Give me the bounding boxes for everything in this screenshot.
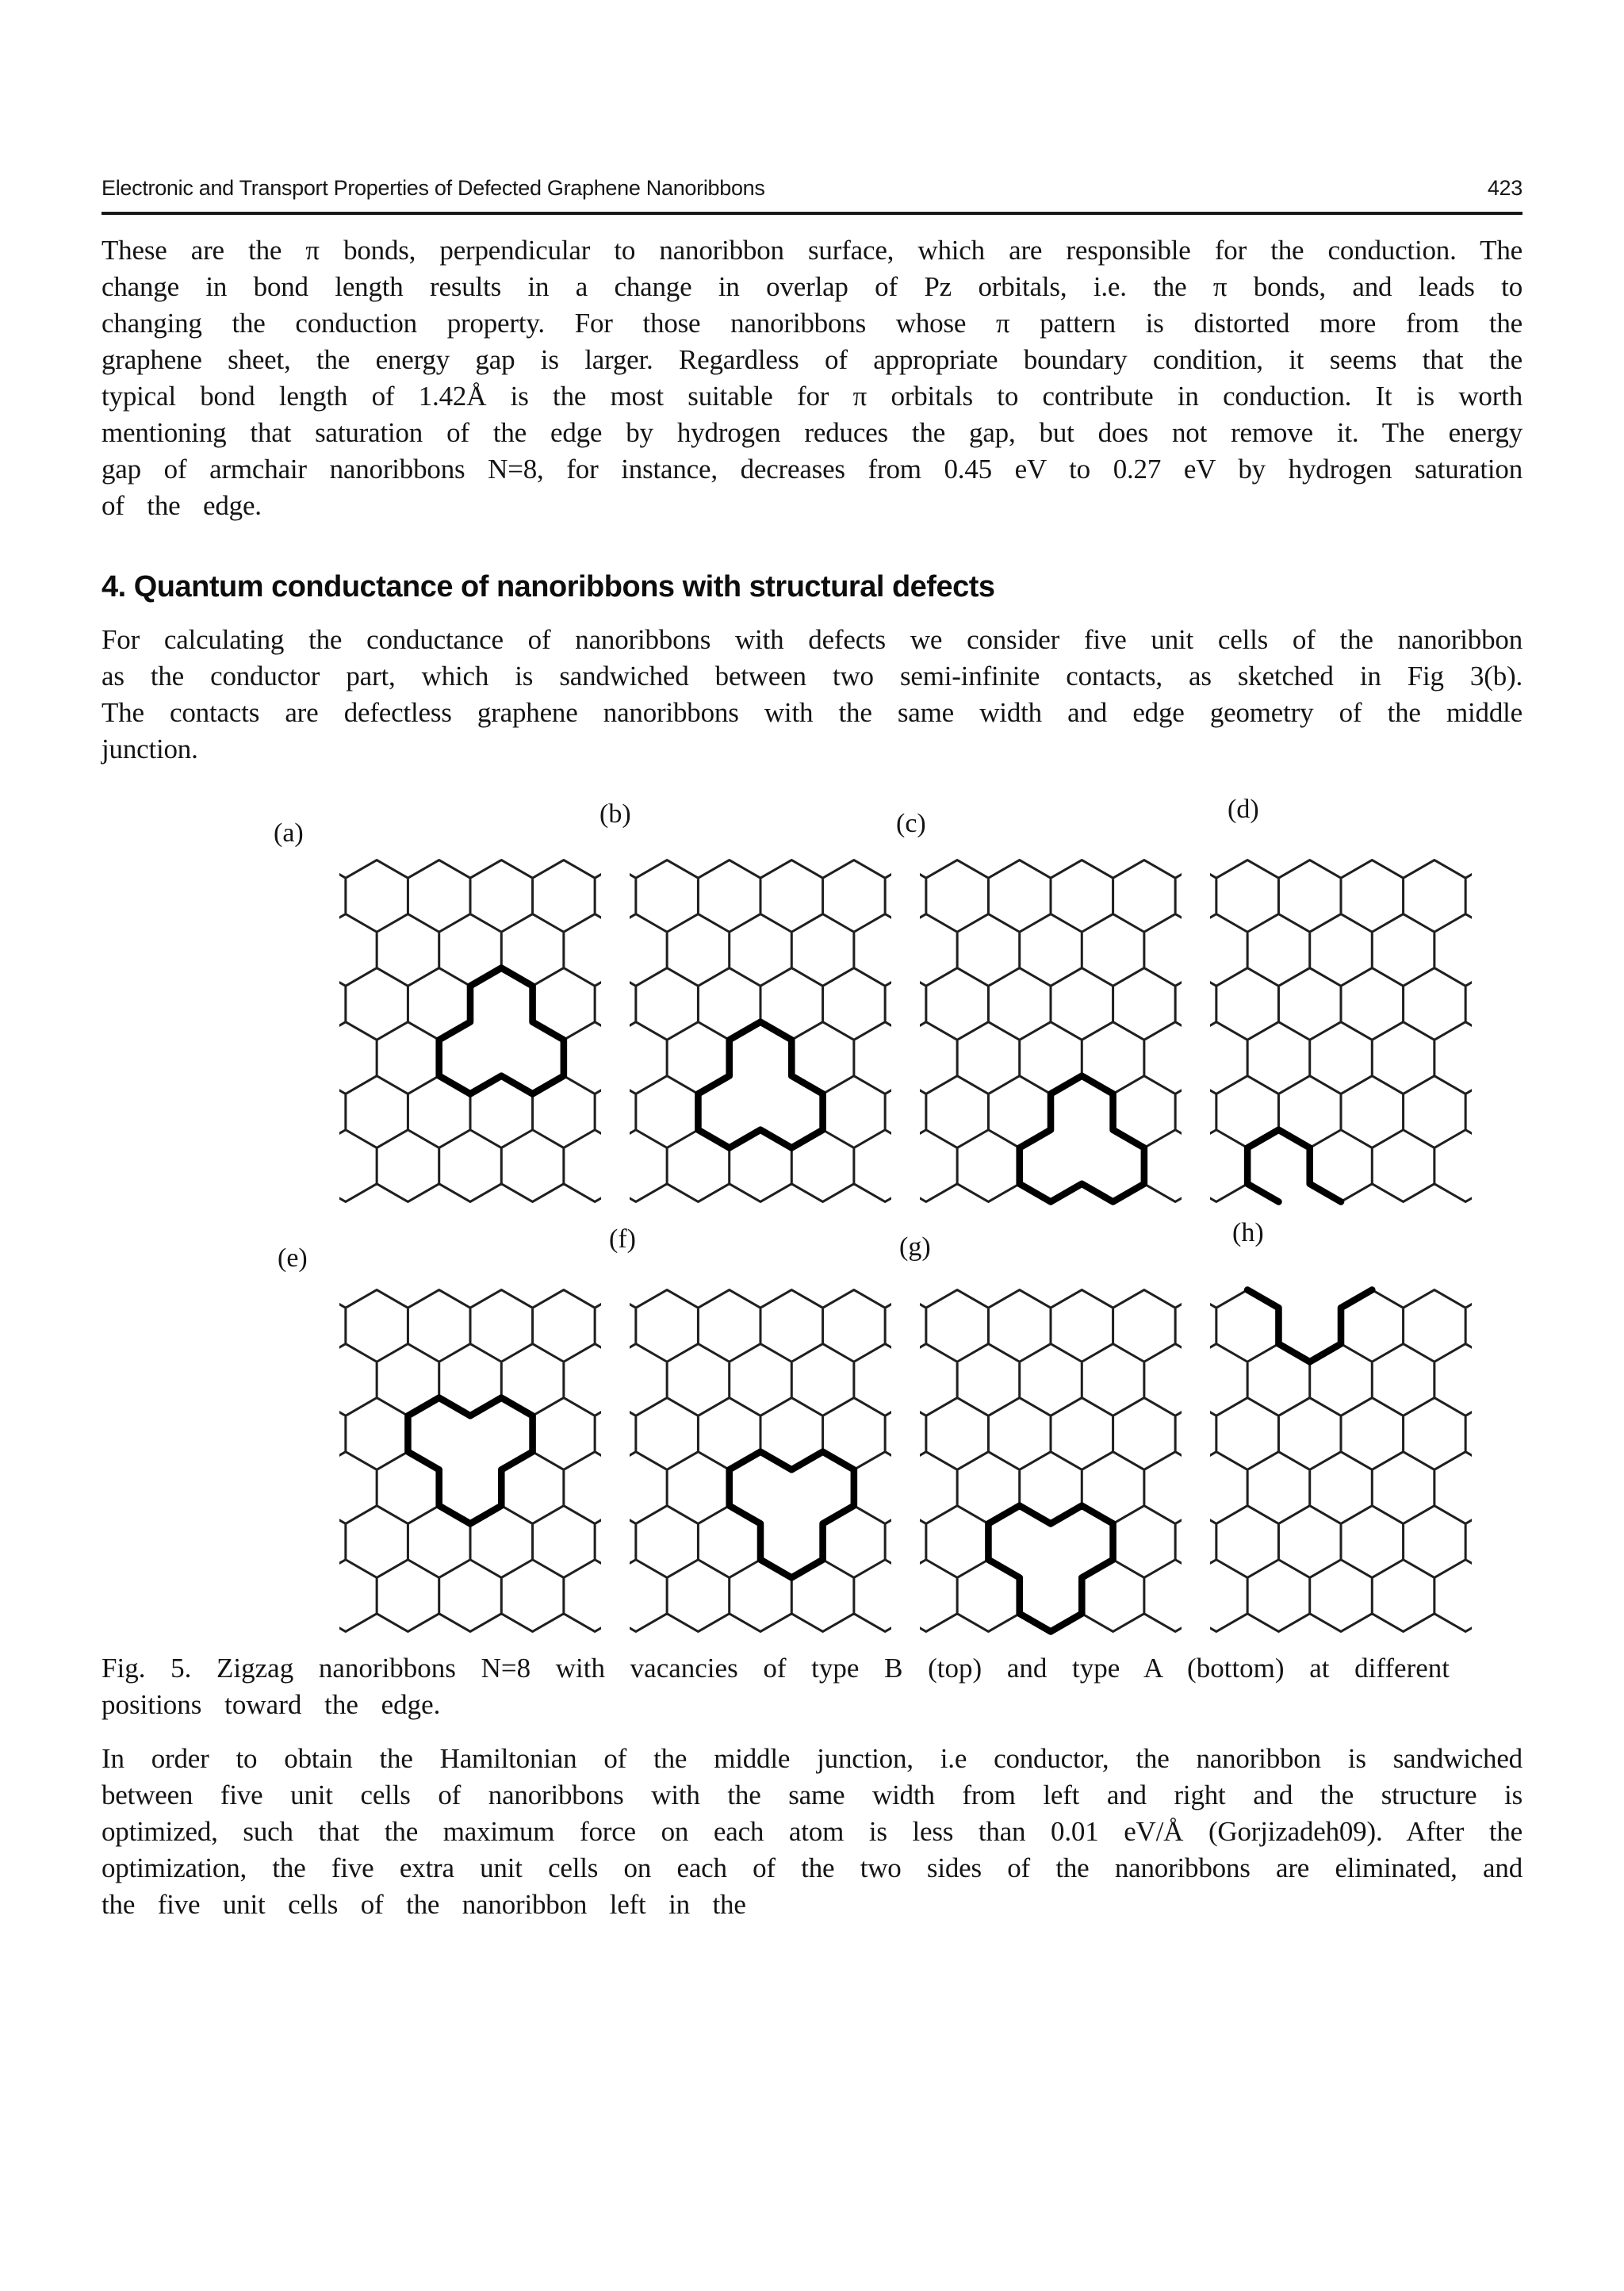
panel-label: (h) xyxy=(1232,1218,1264,1247)
running-header xyxy=(102,176,1522,215)
nanoribbon-lattice xyxy=(339,856,601,1206)
paragraph-3: In order to obtain the Hamiltonian of the middle junction, i.e conductor, the nanoribbon is sandwiched between five unit cells of nanoribbons with the same width from left and right and the structure is optimized, such that the maximum force on each atom is less than 0.01 eV/Å (Gorjizadeh09). After the optimization, the five extra unit cells on each of the two sides of the nanoribbons are eliminated, and the five unit cells of the nanoribbon left in the xyxy=(102,1743,1522,1920)
figure-panel-a xyxy=(274,788,601,1206)
vacancy-outline xyxy=(408,1398,532,1524)
nanoribbon-lattice xyxy=(1210,1285,1472,1636)
vacancy-outline xyxy=(1278,1130,1341,1202)
paragraph-2: For calculating the conductance of nanoribbons with defects we consider five unit cells of the nanoribbon as the conductor part, which is sandwiched between two semi-infinite contacts, as sketched in Fig 3(b). The contacts are defectless graphene nanoribbons with the same width and edge geometry of the middle junction. xyxy=(102,624,1522,764)
page-number: 423 xyxy=(1487,176,1522,200)
paragraph-1: These are the π bonds, perpendicular to nanoribbon surface, which are responsible for the conduction. The change in bond length results in a change in overlap of Pz orbitals, i.e. the π bonds, and leads to changing the conduction property. For those nanoribbons whose π pattern is distorted more from the graphene sheet, the energy gap is larger. Regardless of appropriate boundary condition, it seems that the typical bond length of 1.42Å is the most suitable for π orbitals to contribute in conduction. It is worth mentioning that saturation of the edge by hydrogen reduces the gap, but does not remove it. The energy gap of armchair nanoribbons N=8, for instance, decreases from 0.45 eV to 0.27 eV by hydrogen saturation of the edge. xyxy=(102,235,1522,521)
graphene-bonds xyxy=(630,860,891,1202)
figure-caption: Fig. 5. Zigzag nanoribbons N=8 with vacancies of type B (top) and type A (bottom) at different positions toward the edge. xyxy=(102,1653,1450,1720)
nanoribbon-lattice xyxy=(920,1285,1182,1636)
figure-row-bottom xyxy=(278,1218,1522,1636)
nanoribbon-lattice xyxy=(630,1285,891,1636)
vacancy-outline xyxy=(988,1506,1113,1632)
vacancy-outline xyxy=(1020,1076,1144,1202)
nanoribbon-lattice xyxy=(630,856,891,1206)
panel-label: (e) xyxy=(278,1243,308,1273)
nanoribbon-lattice xyxy=(339,1285,601,1636)
vacancy-outline xyxy=(439,968,564,1094)
figure-panel-g xyxy=(899,1218,1182,1636)
figure-panel-c xyxy=(896,788,1182,1206)
graphene-bonds xyxy=(630,1290,891,1632)
figure-panel-e xyxy=(278,1218,601,1636)
running-title: Electronic and Transport Properties of Defected Graphene Nanoribbons xyxy=(102,176,765,200)
graphene-bonds xyxy=(339,1290,601,1632)
panel-label: (a) xyxy=(274,818,304,848)
figure-panel-f xyxy=(609,1218,891,1636)
vacancy-outline xyxy=(730,1452,854,1578)
panel-label: (d) xyxy=(1228,795,1259,824)
figure-panel-h xyxy=(1210,1218,1472,1636)
graphene-bonds xyxy=(920,1290,1182,1632)
vacancy-outline xyxy=(698,1022,822,1148)
figure-panel-b xyxy=(599,788,891,1206)
panel-label: (c) xyxy=(896,809,926,838)
vacancy-outline xyxy=(1247,1130,1278,1202)
graphene-bonds xyxy=(339,860,601,1202)
panel-label: (f) xyxy=(609,1224,636,1254)
panel-label: (g) xyxy=(899,1232,931,1262)
nanoribbon-lattice xyxy=(920,856,1182,1206)
figure-panel-d xyxy=(1210,788,1472,1206)
panel-label: (b) xyxy=(599,799,631,829)
figure-5 xyxy=(102,788,1522,1723)
section-heading: 4. Quantum conductance of nanoribbons with structural defects xyxy=(102,570,995,603)
figure-row-top xyxy=(274,788,1522,1206)
nanoribbon-lattice xyxy=(1210,856,1472,1206)
